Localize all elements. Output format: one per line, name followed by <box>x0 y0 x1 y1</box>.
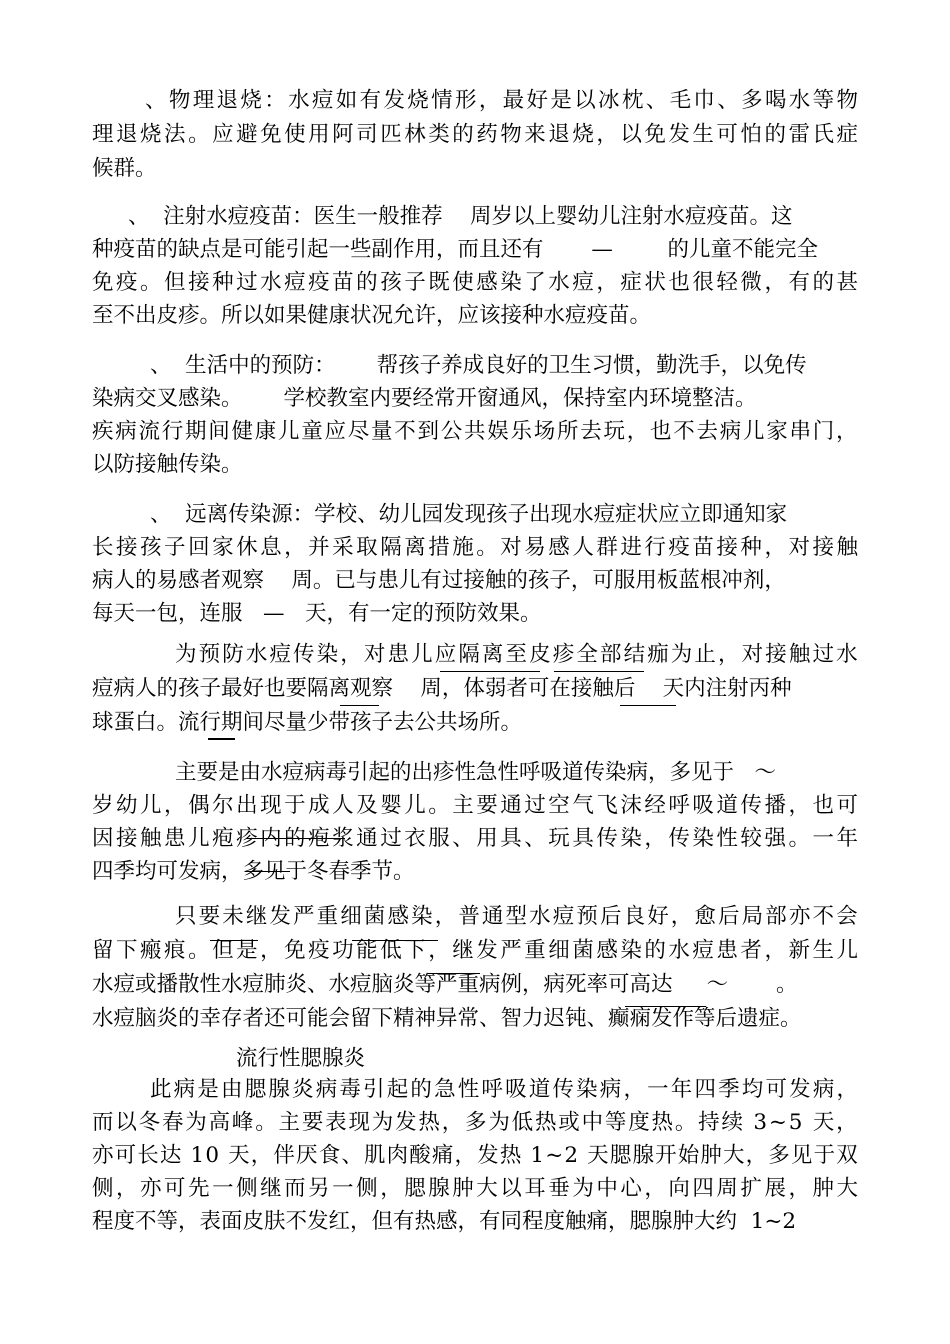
paragraph-line: 此 病 是 由 腮 腺 炎 病 毒 引 起 的 急 性 呼 吸 道 传 染 病 ， 一 年 四 季 均 可 发 病 ， <box>150 1077 858 1102</box>
paragraph-line: 长 接 孩 子 回 家 休 息 ， 并 采 取 隔 离 措 施 。 对 易 感 人 群 进 行 疫 苗 接 种 ， 对 接 触 <box>92 535 858 560</box>
paragraph-line: 球蛋白。流行期间尽量少带孩子去公共场所。 <box>92 710 523 735</box>
underline-mark <box>440 671 540 672</box>
paragraph-line: 染病交叉感染。 学校教室内要经常开窗通风，保持室内环境整洁。 <box>92 386 757 411</box>
underline-mark <box>210 940 258 941</box>
paragraph-line: 每天一包，连服 — 天，有一定的预防效果。 <box>92 601 542 626</box>
paragraph-line: 候群。 <box>92 156 157 181</box>
paragraph-line: 只 要 未 继 发 严 重 细 菌 感 染 ， 普 通 型 水 痘 预 后 良 好 ， 愈 后 局 部 亦 不 会 <box>175 904 858 929</box>
paragraph-line: 免 疫 。 但 接 种 过 水 痘 疫 苗 的 孩 子 既 使 感 染 了 水 痘 ， 症 状 也 很 轻 微 ， 有 的 甚 <box>92 270 858 295</box>
underline-mark <box>620 705 676 706</box>
paragraph-line: 、 生活中的预防： 帮孩子养成良好的卫生习惯，勤洗手，以免传 <box>150 353 807 378</box>
paragraph-line: 为 预 防 水 痘 传 染 ， 对 患 儿 应 隔 离 至 皮 疹 全 部 结 痂 为 止 ， 对 接 触 过 水 <box>175 642 858 667</box>
paragraph-line: 水痘或播散性水痘肺炎、水痘脑炎等严重病例，病死率可高达 ～ 。 <box>92 972 798 997</box>
underline-mark <box>428 973 480 974</box>
paragraph-line: 岁 幼 儿 ， 偶 尔 出 现 于 成 人 及 婴 儿 。 主 要 通 过 空 气 飞 沫 经 呼 吸 道 传 播 ， 也 可 <box>92 793 858 818</box>
paragraph-line: 至不出皮疹。所以如果健康状况允许，应该接种水痘疫苗。 <box>92 303 652 328</box>
underline-mark <box>340 705 379 706</box>
paragraph-line: 侧 ， 亦 可 先 一 侧 继 而 另 一 侧 ， 腮 腺 肿 大 以 耳 垂 为 中 心 ， 向 四 周 扩 展 ， 肿 大 <box>92 1176 858 1201</box>
paragraph-line: 留 下 瘢 痕 。 但 是 ， 免 疫 功 能 低 下 ， 继 发 严 重 细 菌 感 染 的 水 痘 患 者 ， 新 生 儿 <box>92 938 858 963</box>
paragraph-line: 主要是由水痘病毒引起的出疹性急性呼吸道传染病，多见于 ～ <box>175 760 777 785</box>
section-heading: 流行性腮腺炎 <box>236 1046 366 1071</box>
underline-mark <box>625 1006 706 1007</box>
paragraph-line: 四季均可发病，多见于冬春季节。 <box>92 859 415 884</box>
underline-mark <box>554 671 644 672</box>
paragraph-line: 程度不等，表面皮肤不发红，但有热感，有同程度触痛，腮腺肿大约 1~2 <box>92 1209 797 1234</box>
underline-mark <box>246 838 345 839</box>
paragraph-line: 种疫苗的缺点是可能引起一些副作用，而且还有 — 的儿童不能完全 <box>92 237 819 262</box>
paragraph-line: 疾 病 流 行 期 间 健 康 儿 童 应 尽 量 不 到 公 共 娱 乐 场 所 去 玩 ， 也 不 去 病 儿 家 串 门 ， <box>92 419 858 444</box>
paragraph-line: 、 物 理 退 烧 ： 水 痘 如 有 发 烧 情 形 ， 最 好 是 以 冰 枕 、 毛 巾 、 多 喝 水 等 物 <box>145 88 858 113</box>
paragraph-line: 因 接 触 患 儿 疱 疹 内 的 疱 浆 通 过 衣 服 、 用 具 、 玩 具 传 染 ， 传 染 性 较 强 。 一 年 <box>92 826 858 851</box>
paragraph-line: 水痘脑炎的幸存者还可能会留下精神异常、智力迟钝、癫痫发作等后遗症。 <box>92 1006 802 1031</box>
paragraph-line: 病人的易感者观察 周。已与患儿有过接触的孩子，可服用板蓝根冲剂， <box>92 568 786 593</box>
paragraph-line: 以防接触传染。 <box>92 452 243 477</box>
paragraph-line: 痘病人的孩子最好也要隔离观察 周，体弱者可在接触后 天内注射丙种 <box>92 676 792 701</box>
underline-mark <box>245 871 290 872</box>
paragraph-line: 、 远离传染源：学校、幼儿园发现孩子出现水痘症状应立即通知家 <box>150 502 788 527</box>
underline-mark <box>352 940 438 941</box>
paragraph-line: 、 注射水痘疫苗：医生一般推荐 周岁以上婴幼儿注射水痘疫苗。这 <box>128 204 793 229</box>
paragraph-line: 而 以 冬 春 为 高 峰 。 主 要 表 现 为 发 热 ， 多 为 低 热 或 中 等 度 热 。 持 续 3 ~ 5 天 ， <box>92 1110 858 1135</box>
paragraph-line: 理 退 烧 法 。 应 避 免 使 用 阿 司 匹 林 类 的 药 物 来 退 烧 ， 以 免 发 生 可 怕 的 雷 氏 症 <box>92 122 858 147</box>
paragraph-line: 亦 可 长 达 1 0 天 ， 伴 厌 食 、 肌 肉 酸 痛 ， 发 热 1 ~ 2 天 腮 腺 开 始 肿 大 ， 多 见 于 双 <box>92 1143 858 1168</box>
dash-marker <box>208 738 235 740</box>
